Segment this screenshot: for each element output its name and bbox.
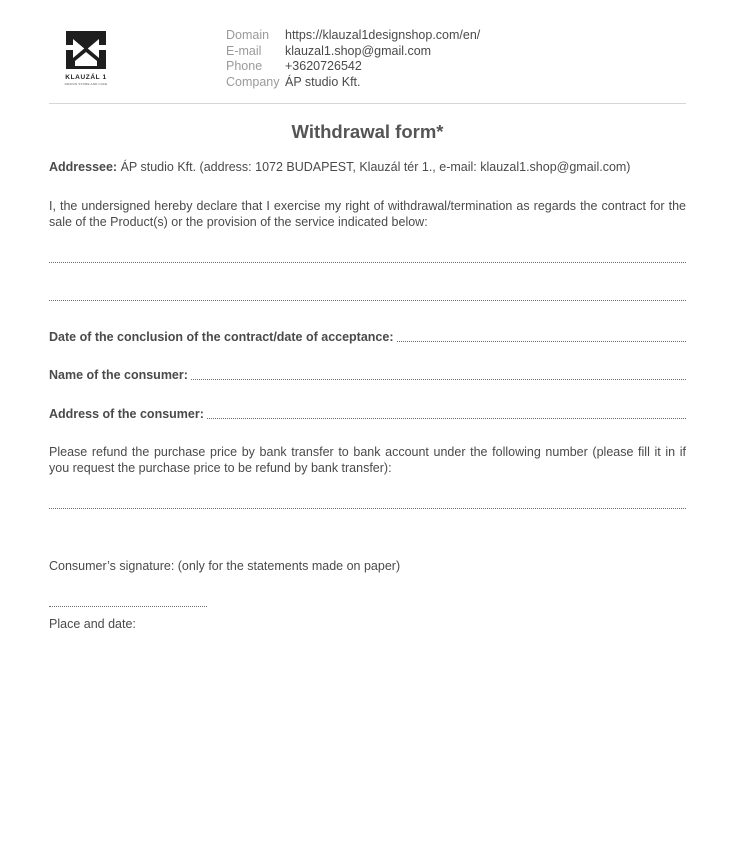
bank-account-fill-line[interactable] <box>49 508 686 509</box>
refund-text: Please refund the purchase price by bank transfer to bank account under the following number (please fill it in if you request the purchase price to be refund by bank transfer): <box>49 445 686 475</box>
domain-link[interactable]: https://klauzal1designshop.com/en/ <box>285 28 481 42</box>
consumer-name-label: Name of the consumer: <box>49 368 188 382</box>
contract-date-field[interactable] <box>49 329 686 345</box>
consumer-address-field[interactable] <box>49 406 686 422</box>
place-date-label: Place and date: <box>49 617 136 631</box>
addressee-text: ÁP studio Kft. (address: 1072 BUDAPEST, Klauzál tér 1., e-mail: klauzal1.shop@gmail.com) <box>117 160 631 174</box>
contact-details <box>226 28 480 90</box>
product-fill-line-2[interactable] <box>49 300 686 301</box>
consumer-address-fill-line[interactable] <box>207 418 686 419</box>
contract-date-label: Date of the conclusion of the contract/date of acceptance: <box>49 330 394 344</box>
signature-text: Consumer’s signature: (only for the statements made on paper) <box>49 559 401 573</box>
product-fill-line-1[interactable] <box>49 262 686 263</box>
contact-row-phone <box>226 59 480 75</box>
contact-label: Phone <box>226 59 263 74</box>
contact-label: Company <box>226 74 280 89</box>
consumer-name-fill-line[interactable] <box>191 379 686 380</box>
company-value: ÁP studio Kft. <box>285 74 361 89</box>
house-logo-icon <box>63 28 109 72</box>
signature-fill-line[interactable] <box>49 606 207 607</box>
contact-label: Domain <box>226 28 270 42</box>
document-header <box>49 0 686 104</box>
declaration-text: I, the undersigned hereby declare that I exercise my right of withdrawal/termination as regards the contract for the sale of the Product(s) or the provision of the service indicated below: <box>49 199 686 229</box>
addressee-line <box>49 159 686 175</box>
company-logo <box>63 28 109 88</box>
logo-wordmark: KLAUZÁL 1 <box>65 74 107 81</box>
document-page <box>49 0 686 847</box>
consumer-address-label: Address of the consumer: <box>49 407 204 421</box>
logo-tagline: DESIGN STORE AND CAFE <box>64 82 108 86</box>
page-title: Withdrawal form* <box>291 121 444 142</box>
contract-date-fill-line[interactable] <box>397 341 686 342</box>
contact-label: E-mail <box>226 43 262 58</box>
contact-row-email <box>226 44 480 60</box>
addressee-label: Addressee: <box>49 160 118 174</box>
contact-row-domain <box>226 28 480 44</box>
email-link[interactable]: klauzal1.shop@gmail.com <box>285 43 432 58</box>
consumer-name-field[interactable] <box>49 367 686 383</box>
contact-row-company <box>226 75 480 91</box>
phone-value: +3620726542 <box>285 59 362 74</box>
